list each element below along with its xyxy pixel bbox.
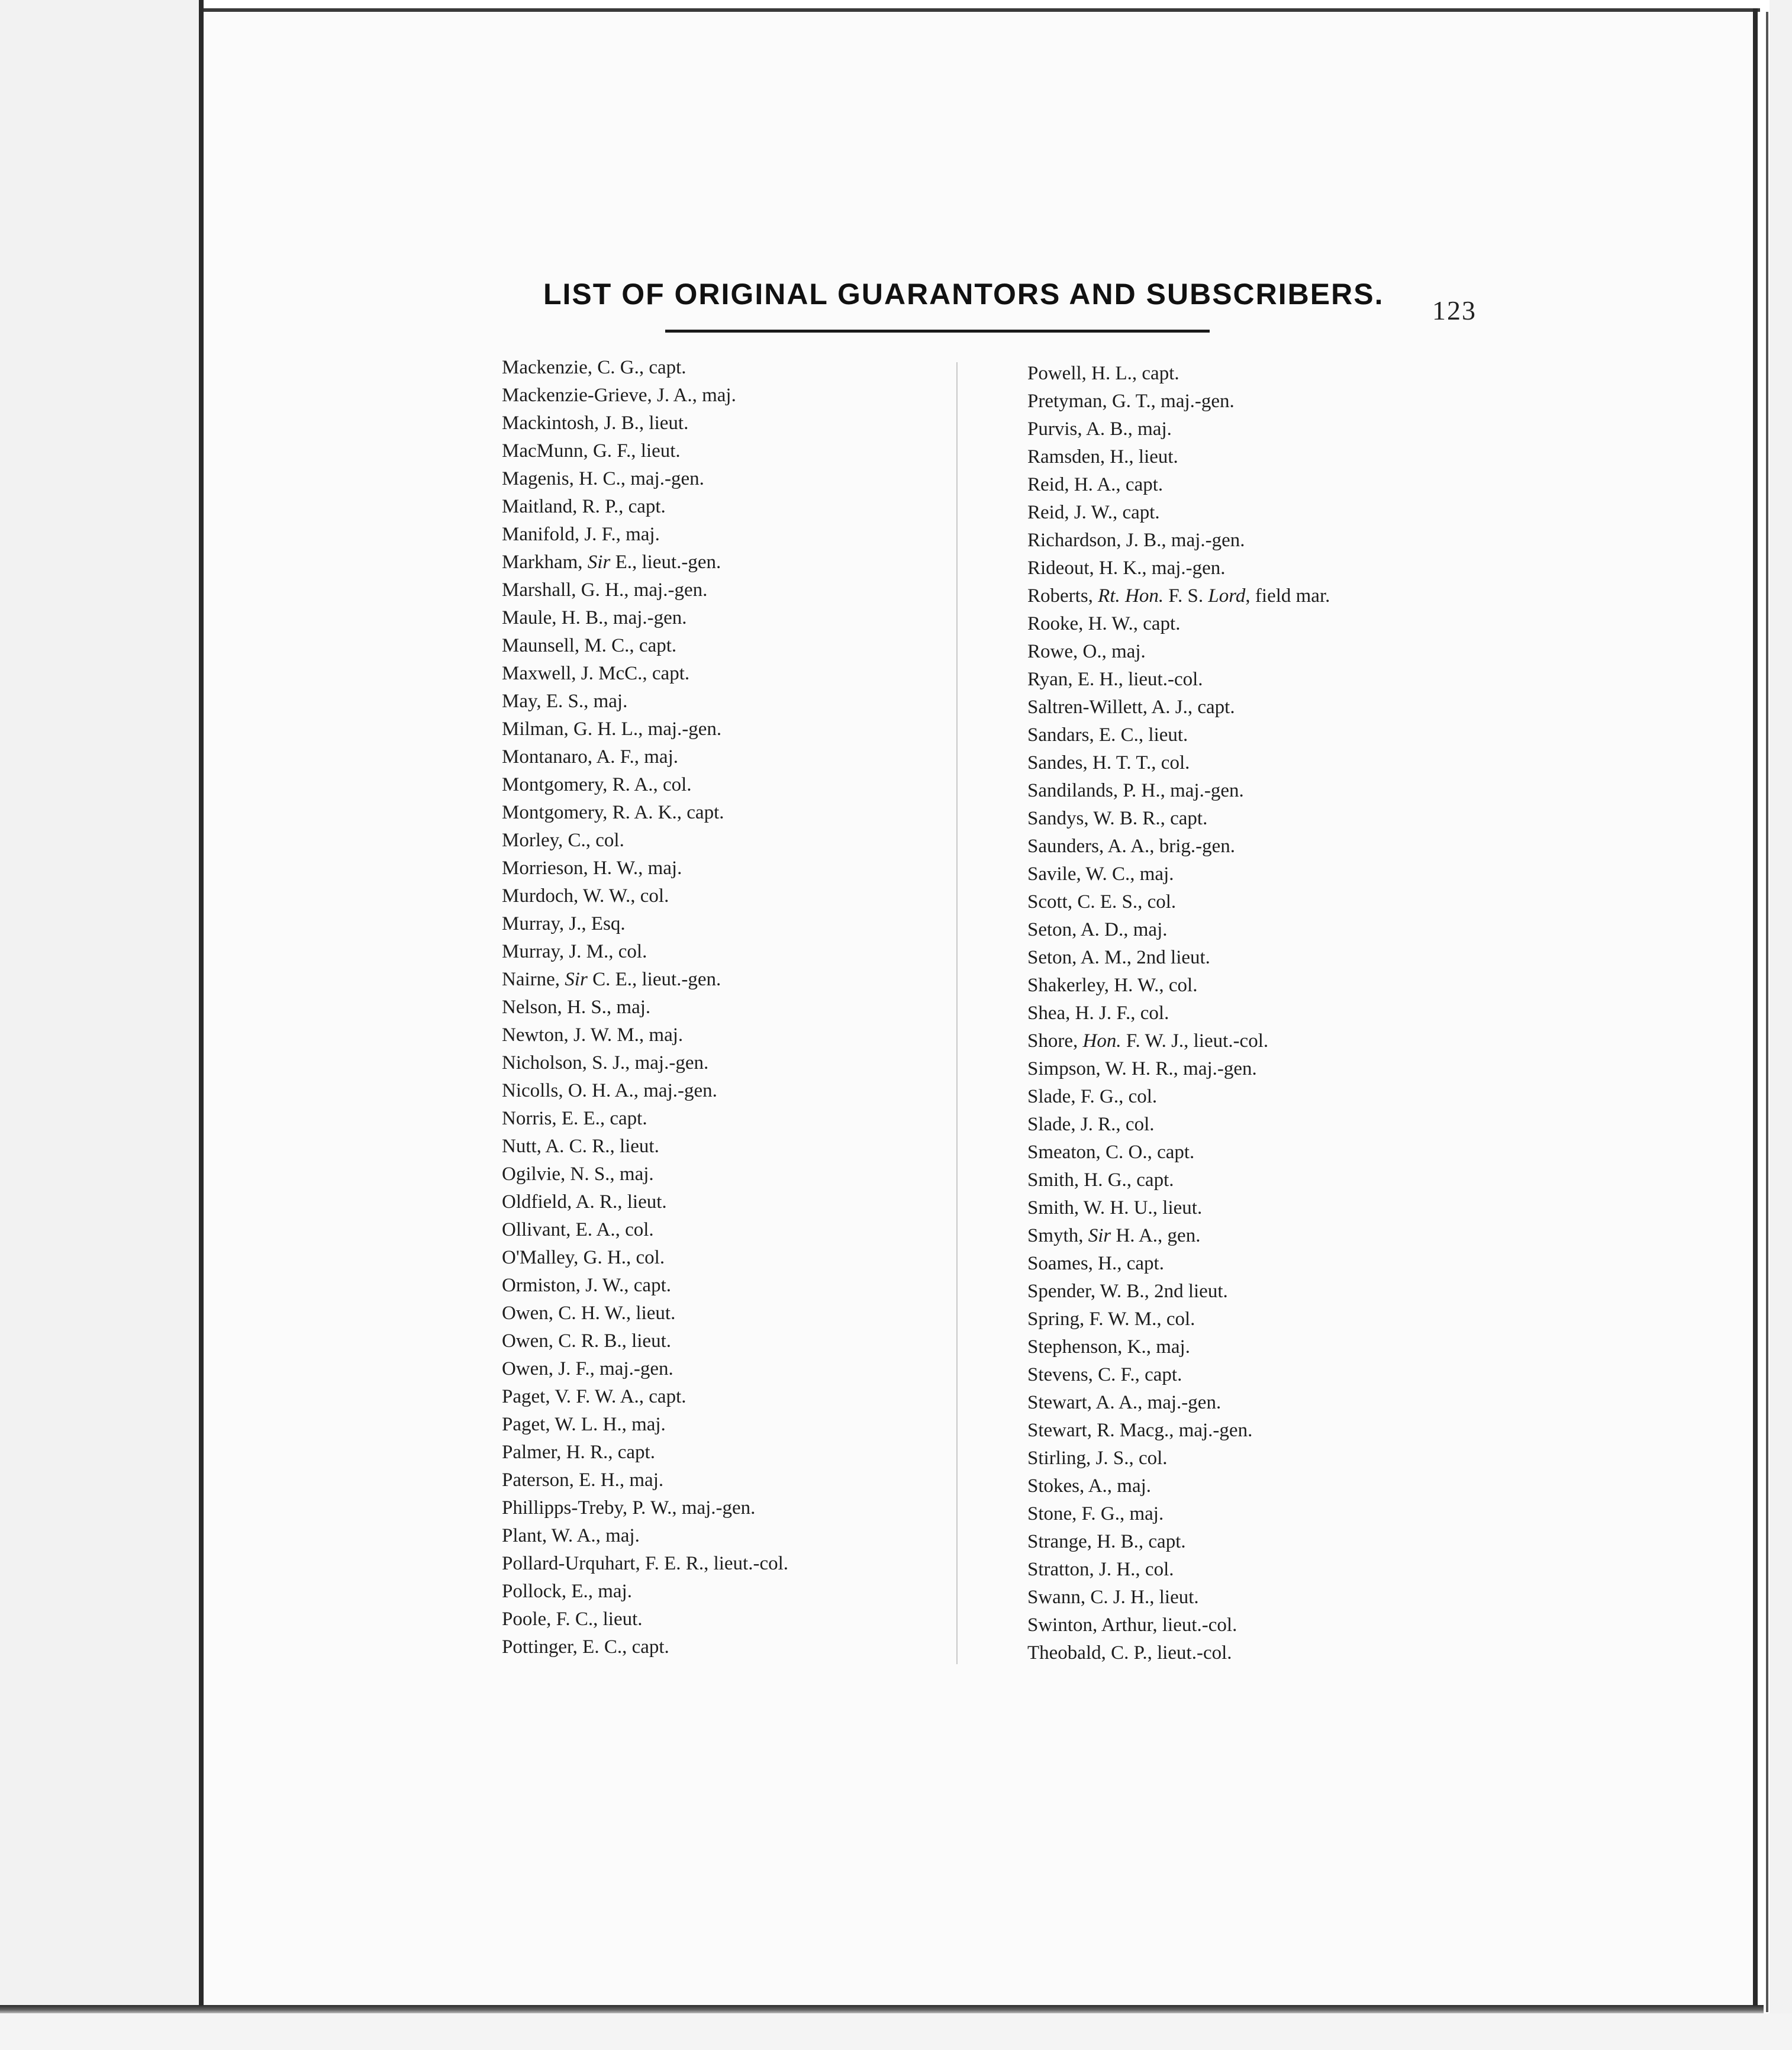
subscriber-entry: Nairne, Sir C. E., lieut.-gen. [502,969,721,990]
subscriber-entry: Stewart, A. A., maj.-gen. [1027,1392,1221,1413]
subscriber-entry: Savile, W. C., maj. [1027,863,1174,885]
subscriber-entry: Saltren-Willett, A. J., capt. [1027,697,1235,718]
subscriber-entry: Paget, W. L. H., maj. [502,1414,666,1435]
subscriber-entry: Mackenzie-Grieve, J. A., maj. [502,385,736,406]
subscriber-entry: O'Malley, G. H., col. [502,1247,665,1268]
subscriber-entry: Stirling, J. S., col. [1027,1448,1168,1469]
subscriber-entry: Shore, Hon. F. W. J., lieut.-col. [1027,1030,1269,1052]
subscriber-entry: Sandys, W. B. R., capt. [1027,808,1208,829]
subscriber-entry: Saunders, A. A., brig.-gen. [1027,836,1236,857]
italic-title: Sir [565,969,588,990]
subscriber-entry: Smyth, Sir H. A., gen. [1027,1225,1201,1246]
subscriber-entry: Poole, F. C., lieut. [502,1609,643,1630]
subscriber-entry: Stevens, C. F., capt. [1027,1364,1182,1385]
subscriber-entry: Paterson, E. H., maj. [502,1469,664,1491]
subscriber-entry: Strange, H. B., capt. [1027,1531,1186,1552]
subscriber-entry: Smith, W. H. U., lieut. [1027,1197,1203,1219]
italic-title: Sir [587,552,611,573]
subscriber-entry: Rowe, O., maj. [1027,641,1146,662]
subscriber-entry: Stephenson, K., maj. [1027,1336,1190,1358]
subscriber-entry: Nicolls, O. H. A., maj.-gen. [502,1080,717,1101]
subscriber-entry: Ogilvie, N. S., maj. [502,1163,654,1185]
subscriber-entry: Seton, A. D., maj. [1027,919,1168,940]
page-number: 123 [1432,295,1477,325]
subscriber-entry: Ollivant, E. A., col. [502,1219,654,1240]
subscriber-entry: Spring, F. W. M., col. [1027,1308,1195,1330]
subscriber-entry: Soames, H., capt. [1027,1253,1164,1274]
subscriber-entry: Reid, J. W., capt. [1027,502,1160,523]
subscriber-entry: Powell, H. L., capt. [1027,363,1179,384]
subscriber-entry: Rooke, H. W., capt. [1027,613,1181,634]
subscriber-entry: Slade, J. R., col. [1027,1114,1155,1135]
subscriber-entry: Swann, C. J. H., lieut. [1027,1587,1199,1608]
subscriber-entry: Ramsden, H., lieut. [1027,446,1178,468]
subscriber-entry: Roberts, Rt. Hon. F. S. Lord, field mar. [1027,585,1330,607]
subscriber-list-right [1027,360,1330,1667]
subscriber-entry: Stewart, R. Macg., maj.-gen. [1027,1420,1253,1441]
subscriber-entry: Paget, V. F. W. A., capt. [502,1386,686,1407]
italic-title: Rt. Hon. [1098,585,1164,607]
page-bottom-edge [0,2005,1764,2013]
page-top-edge [204,8,1760,12]
subscriber-entry: Palmer, H. R., capt. [502,1442,655,1463]
page-right-edge [1753,8,1758,2014]
subscriber-entry: Purvis, A. B., maj. [1027,418,1172,440]
subscriber-entry: Nicholson, S. J., maj.-gen. [502,1052,709,1074]
subscriber-entry: Marshall, G. H., maj.-gen. [502,579,708,601]
subscriber-entry: Manifold, J. F., maj. [502,524,660,545]
subscriber-entry: Simpson, W. H. R., maj.-gen. [1027,1058,1257,1079]
subscriber-entry: Stone, F. G., maj. [1027,1503,1164,1524]
subscriber-entry: Montgomery, R. A. K., capt. [502,802,724,823]
subscriber-entry: Swinton, Arthur, lieut.-col. [1027,1614,1237,1636]
subscriber-entry: Sandes, H. T. T., col. [1027,752,1190,773]
subscriber-entry: Maitland, R. P., capt. [502,496,666,517]
italic-title: Lord [1208,585,1246,607]
subscriber-entry: Smith, H. G., capt. [1027,1169,1174,1191]
subscriber-entry: Stokes, A., maj. [1027,1475,1152,1497]
subscriber-entry: Phillipps-Treby, P. W., maj.-gen. [502,1497,756,1519]
page-right-edge-inner [1766,12,1768,2012]
subscriber-entry: Oldfield, A. R., lieut. [502,1191,667,1213]
subscriber-entry: Morley, C., col. [502,830,624,851]
subscriber-entry: Murray, J. M., col. [502,941,647,962]
subscriber-entry: Mackintosh, J. B., lieut. [502,412,689,434]
subscriber-entry: MacMunn, G. F., lieut. [502,440,681,462]
subscriber-entry: Montgomery, R. A., col. [502,774,692,795]
scan-background-bottom [0,2013,1792,2050]
subscriber-entry: Smeaton, C. O., capt. [1027,1142,1195,1163]
subscriber-entry: Murray, J., Esq. [502,913,626,934]
subscriber-entry: Sandilands, P. H., maj.-gen. [1027,780,1244,801]
subscriber-entry: Pollard-Urquhart, F. E. R., lieut.-col. [502,1553,789,1574]
subscriber-entry: Murdoch, W. W., col. [502,885,669,907]
subscriber-entry: Pretyman, G. T., maj.-gen. [1027,391,1235,412]
subscriber-entry: Nelson, H. S., maj. [502,997,651,1018]
subscriber-entry: Ryan, E. H., lieut.-col. [1027,669,1203,690]
title-underline [665,330,1210,333]
scan-background-right [1770,0,1792,2050]
subscriber-entry: Shea, H. J. F., col. [1027,1003,1169,1024]
subscriber-entry: Theobald, C. P., lieut.-col. [1027,1642,1232,1664]
subscriber-entry: Owen, C. R. B., lieut. [502,1330,671,1352]
subscriber-entry: Newton, J. W. M., maj. [502,1024,684,1046]
subscriber-entry: Owen, J. F., maj.-gen. [502,1358,673,1379]
subscriber-entry: Scott, C. E. S., col. [1027,891,1177,913]
column-divider [956,362,958,1664]
scan-background-left [0,0,201,2050]
subscriber-entry: Stratton, J. H., col. [1027,1559,1174,1580]
subscriber-entry: Milman, G. H. L., maj.-gen. [502,718,722,740]
subscriber-entry: Pollock, E., maj. [502,1581,632,1602]
subscriber-entry: Magenis, H. C., maj.-gen. [502,468,704,489]
subscriber-entry: Spender, W. B., 2nd lieut. [1027,1281,1228,1302]
subscriber-entry: Owen, C. H. W., lieut. [502,1303,676,1324]
subscriber-entry: Sandars, E. C., lieut. [1027,724,1188,746]
subscriber-entry: Ormiston, J. W., capt. [502,1275,671,1296]
subscriber-entry: Maule, H. B., maj.-gen. [502,607,687,628]
subscriber-entry: Montanaro, A. F., maj. [502,746,678,768]
subscriber-entry: Seton, A. M., 2nd lieut. [1027,947,1210,968]
subscriber-list-left [502,354,788,1661]
italic-title: Hon. [1082,1030,1121,1052]
subscriber-entry: Reid, H. A., capt. [1027,474,1163,495]
subscriber-entry: May, E. S., maj. [502,691,628,712]
subscriber-entry: Maxwell, J. McC., capt. [502,663,690,684]
subscriber-entry: Plant, W. A., maj. [502,1525,640,1546]
subscriber-entry: Shakerley, H. W., col. [1027,975,1198,996]
book-spine-edge [199,0,204,2012]
subscriber-entry: Slade, F. G., col. [1027,1086,1158,1107]
subscriber-entry: Mackenzie, C. G., capt. [502,357,686,378]
italic-title: Sir [1088,1225,1111,1246]
subscriber-entry: Rideout, H. K., maj.-gen. [1027,557,1226,579]
page-title: LIST OF ORIGINAL GUARANTORS AND SUBSCRIBERS. [543,278,1384,311]
subscriber-entry: Norris, E. E., capt. [502,1108,647,1129]
subscriber-entry: Richardson, J. B., maj.-gen. [1027,530,1245,551]
subscriber-entry: Pottinger, E. C., capt. [502,1636,669,1658]
subscriber-entry: Maunsell, M. C., capt. [502,635,677,656]
subscriber-entry: Nutt, A. C. R., lieut. [502,1136,659,1157]
subscriber-entry: Markham, Sir E., lieut.-gen. [502,552,721,573]
subscriber-entry: Morrieson, H. W., maj. [502,858,682,879]
